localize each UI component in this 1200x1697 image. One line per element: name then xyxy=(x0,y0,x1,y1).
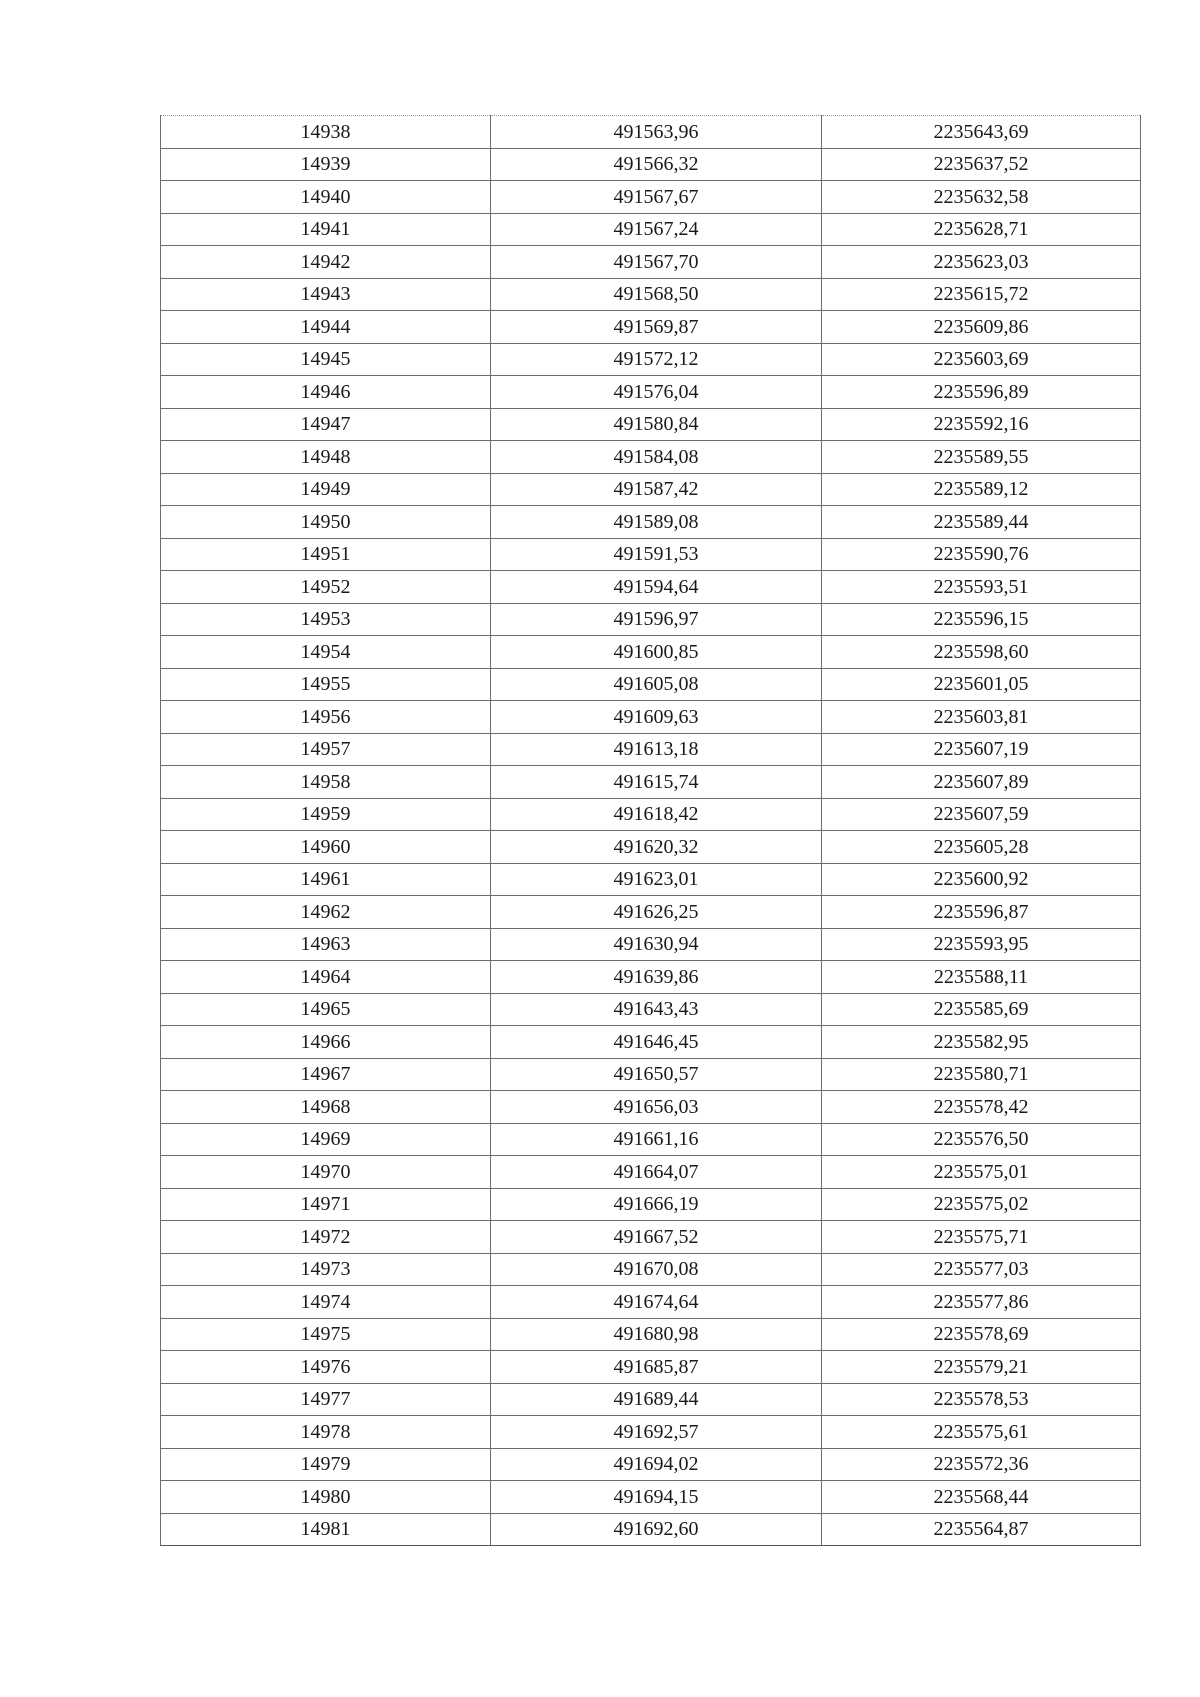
point-number-cell: 14953 xyxy=(161,603,491,636)
coordinates-table xyxy=(160,115,1141,1546)
y-coordinate-cell: 2235589,55 xyxy=(822,441,1141,474)
point-number-cell: 14939 xyxy=(161,148,491,181)
x-coordinate-cell: 491591,53 xyxy=(491,538,822,571)
x-coordinate-cell: 491618,42 xyxy=(491,798,822,831)
y-coordinate-cell: 2235568,44 xyxy=(822,1481,1141,1514)
x-coordinate-cell: 491692,57 xyxy=(491,1416,822,1449)
x-coordinate-cell: 491643,43 xyxy=(491,993,822,1026)
x-coordinate-cell: 491623,01 xyxy=(491,863,822,896)
table-row xyxy=(161,896,1141,929)
table-row xyxy=(161,701,1141,734)
table-row xyxy=(161,636,1141,669)
point-number-cell: 14962 xyxy=(161,896,491,929)
point-number-cell: 14972 xyxy=(161,1221,491,1254)
x-coordinate-cell: 491563,96 xyxy=(491,116,822,149)
x-coordinate-cell: 491567,67 xyxy=(491,181,822,214)
table-row xyxy=(161,1026,1141,1059)
point-number-cell: 14941 xyxy=(161,213,491,246)
x-coordinate-cell: 491569,87 xyxy=(491,311,822,344)
x-coordinate-cell: 491666,19 xyxy=(491,1188,822,1221)
x-coordinate-cell: 491580,84 xyxy=(491,408,822,441)
point-number-cell: 14974 xyxy=(161,1286,491,1319)
table-row xyxy=(161,571,1141,604)
table-row xyxy=(161,1091,1141,1124)
y-coordinate-cell: 2235585,69 xyxy=(822,993,1141,1026)
table-row xyxy=(161,1416,1141,1449)
table-row xyxy=(161,441,1141,474)
y-coordinate-cell: 2235579,21 xyxy=(822,1351,1141,1384)
table-row xyxy=(161,1318,1141,1351)
point-number-cell: 14970 xyxy=(161,1156,491,1189)
x-coordinate-cell: 491661,16 xyxy=(491,1123,822,1156)
y-coordinate-cell: 2235593,51 xyxy=(822,571,1141,604)
x-coordinate-cell: 491694,15 xyxy=(491,1481,822,1514)
table-row xyxy=(161,1448,1141,1481)
y-coordinate-cell: 2235603,69 xyxy=(822,343,1141,376)
y-coordinate-cell: 2235596,87 xyxy=(822,896,1141,929)
point-number-cell: 14975 xyxy=(161,1318,491,1351)
y-coordinate-cell: 2235575,01 xyxy=(822,1156,1141,1189)
y-coordinate-cell: 2235575,71 xyxy=(822,1221,1141,1254)
table-row xyxy=(161,473,1141,506)
table-row xyxy=(161,1351,1141,1384)
x-coordinate-cell: 491605,08 xyxy=(491,668,822,701)
point-number-cell: 14959 xyxy=(161,798,491,831)
x-coordinate-cell: 491670,08 xyxy=(491,1253,822,1286)
table-row xyxy=(161,246,1141,279)
table-row xyxy=(161,1123,1141,1156)
table-row xyxy=(161,148,1141,181)
point-number-cell: 14947 xyxy=(161,408,491,441)
table-row xyxy=(161,1253,1141,1286)
point-number-cell: 14957 xyxy=(161,733,491,766)
y-coordinate-cell: 2235589,12 xyxy=(822,473,1141,506)
y-coordinate-cell: 2235632,58 xyxy=(822,181,1141,214)
table-row xyxy=(161,1156,1141,1189)
table-row xyxy=(161,668,1141,701)
point-number-cell: 14948 xyxy=(161,441,491,474)
table-row xyxy=(161,181,1141,214)
x-coordinate-cell: 491568,50 xyxy=(491,278,822,311)
table-row xyxy=(161,1481,1141,1514)
table-row xyxy=(161,961,1141,994)
y-coordinate-cell: 2235598,60 xyxy=(822,636,1141,669)
point-number-cell: 14963 xyxy=(161,928,491,961)
x-coordinate-cell: 491587,42 xyxy=(491,473,822,506)
table-row xyxy=(161,408,1141,441)
x-coordinate-cell: 491600,85 xyxy=(491,636,822,669)
x-coordinate-cell: 491692,60 xyxy=(491,1513,822,1546)
x-coordinate-cell: 491589,08 xyxy=(491,506,822,539)
x-coordinate-cell: 491630,94 xyxy=(491,928,822,961)
x-coordinate-cell: 491572,12 xyxy=(491,343,822,376)
y-coordinate-cell: 2235593,95 xyxy=(822,928,1141,961)
y-coordinate-cell: 2235578,69 xyxy=(822,1318,1141,1351)
table-row xyxy=(161,1058,1141,1091)
y-coordinate-cell: 2235580,71 xyxy=(822,1058,1141,1091)
y-coordinate-cell: 2235623,03 xyxy=(822,246,1141,279)
x-coordinate-cell: 491567,70 xyxy=(491,246,822,279)
y-coordinate-cell: 2235575,61 xyxy=(822,1416,1141,1449)
point-number-cell: 14968 xyxy=(161,1091,491,1124)
y-coordinate-cell: 2235607,89 xyxy=(822,766,1141,799)
table-row xyxy=(161,343,1141,376)
y-coordinate-cell: 2235609,86 xyxy=(822,311,1141,344)
table-row xyxy=(161,831,1141,864)
table-row xyxy=(161,1286,1141,1319)
point-number-cell: 14938 xyxy=(161,116,491,149)
y-coordinate-cell: 2235596,89 xyxy=(822,376,1141,409)
y-coordinate-cell: 2235600,92 xyxy=(822,863,1141,896)
x-coordinate-cell: 491615,74 xyxy=(491,766,822,799)
table-row xyxy=(161,1188,1141,1221)
point-number-cell: 14944 xyxy=(161,311,491,344)
point-number-cell: 14951 xyxy=(161,538,491,571)
table-row xyxy=(161,928,1141,961)
point-number-cell: 14981 xyxy=(161,1513,491,1546)
point-number-cell: 14967 xyxy=(161,1058,491,1091)
point-number-cell: 14945 xyxy=(161,343,491,376)
y-coordinate-cell: 2235578,53 xyxy=(822,1383,1141,1416)
point-number-cell: 14960 xyxy=(161,831,491,864)
x-coordinate-cell: 491596,97 xyxy=(491,603,822,636)
table-row xyxy=(161,213,1141,246)
y-coordinate-cell: 2235577,86 xyxy=(822,1286,1141,1319)
point-number-cell: 14966 xyxy=(161,1026,491,1059)
table-row xyxy=(161,506,1141,539)
point-number-cell: 14952 xyxy=(161,571,491,604)
point-number-cell: 14979 xyxy=(161,1448,491,1481)
y-coordinate-cell: 2235628,71 xyxy=(822,213,1141,246)
y-coordinate-cell: 2235615,72 xyxy=(822,278,1141,311)
x-coordinate-cell: 491680,98 xyxy=(491,1318,822,1351)
y-coordinate-cell: 2235589,44 xyxy=(822,506,1141,539)
y-coordinate-cell: 2235588,11 xyxy=(822,961,1141,994)
y-coordinate-cell: 2235575,02 xyxy=(822,1188,1141,1221)
x-coordinate-cell: 491567,24 xyxy=(491,213,822,246)
table-row xyxy=(161,733,1141,766)
point-number-cell: 14965 xyxy=(161,993,491,1026)
x-coordinate-cell: 491639,86 xyxy=(491,961,822,994)
point-number-cell: 14978 xyxy=(161,1416,491,1449)
point-number-cell: 14961 xyxy=(161,863,491,896)
table-row xyxy=(161,116,1141,149)
y-coordinate-cell: 2235605,28 xyxy=(822,831,1141,864)
x-coordinate-cell: 491694,02 xyxy=(491,1448,822,1481)
x-coordinate-cell: 491576,04 xyxy=(491,376,822,409)
table-row xyxy=(161,766,1141,799)
x-coordinate-cell: 491626,25 xyxy=(491,896,822,929)
x-coordinate-cell: 491609,63 xyxy=(491,701,822,734)
x-coordinate-cell: 491650,57 xyxy=(491,1058,822,1091)
table-row xyxy=(161,603,1141,636)
x-coordinate-cell: 491664,07 xyxy=(491,1156,822,1189)
point-number-cell: 14954 xyxy=(161,636,491,669)
table-row xyxy=(161,1221,1141,1254)
table-row xyxy=(161,1383,1141,1416)
x-coordinate-cell: 491667,52 xyxy=(491,1221,822,1254)
y-coordinate-cell: 2235607,19 xyxy=(822,733,1141,766)
table-row xyxy=(161,538,1141,571)
table-row xyxy=(161,311,1141,344)
y-coordinate-cell: 2235577,03 xyxy=(822,1253,1141,1286)
point-number-cell: 14977 xyxy=(161,1383,491,1416)
table-row xyxy=(161,1513,1141,1546)
x-coordinate-cell: 491674,64 xyxy=(491,1286,822,1319)
point-number-cell: 14958 xyxy=(161,766,491,799)
y-coordinate-cell: 2235592,16 xyxy=(822,408,1141,441)
table-row xyxy=(161,863,1141,896)
x-coordinate-cell: 491594,64 xyxy=(491,571,822,604)
point-number-cell: 14976 xyxy=(161,1351,491,1384)
point-number-cell: 14955 xyxy=(161,668,491,701)
x-coordinate-cell: 491656,03 xyxy=(491,1091,822,1124)
point-number-cell: 14971 xyxy=(161,1188,491,1221)
x-coordinate-cell: 491584,08 xyxy=(491,441,822,474)
x-coordinate-cell: 491685,87 xyxy=(491,1351,822,1384)
x-coordinate-cell: 491613,18 xyxy=(491,733,822,766)
y-coordinate-cell: 2235643,69 xyxy=(822,116,1141,149)
point-number-cell: 14956 xyxy=(161,701,491,734)
table-row xyxy=(161,798,1141,831)
y-coordinate-cell: 2235607,59 xyxy=(822,798,1141,831)
table-row xyxy=(161,993,1141,1026)
point-number-cell: 14943 xyxy=(161,278,491,311)
point-number-cell: 14946 xyxy=(161,376,491,409)
coordinates-table-body xyxy=(161,116,1141,1546)
point-number-cell: 14950 xyxy=(161,506,491,539)
y-coordinate-cell: 2235601,05 xyxy=(822,668,1141,701)
point-number-cell: 14964 xyxy=(161,961,491,994)
point-number-cell: 14949 xyxy=(161,473,491,506)
y-coordinate-cell: 2235578,42 xyxy=(822,1091,1141,1124)
x-coordinate-cell: 491646,45 xyxy=(491,1026,822,1059)
y-coordinate-cell: 2235590,76 xyxy=(822,538,1141,571)
y-coordinate-cell: 2235572,36 xyxy=(822,1448,1141,1481)
y-coordinate-cell: 2235596,15 xyxy=(822,603,1141,636)
y-coordinate-cell: 2235576,50 xyxy=(822,1123,1141,1156)
point-number-cell: 14980 xyxy=(161,1481,491,1514)
y-coordinate-cell: 2235564,87 xyxy=(822,1513,1141,1546)
point-number-cell: 14973 xyxy=(161,1253,491,1286)
table-row xyxy=(161,278,1141,311)
x-coordinate-cell: 491689,44 xyxy=(491,1383,822,1416)
y-coordinate-cell: 2235582,95 xyxy=(822,1026,1141,1059)
y-coordinate-cell: 2235637,52 xyxy=(822,148,1141,181)
point-number-cell: 14942 xyxy=(161,246,491,279)
point-number-cell: 14940 xyxy=(161,181,491,214)
y-coordinate-cell: 2235603,81 xyxy=(822,701,1141,734)
x-coordinate-cell: 491620,32 xyxy=(491,831,822,864)
point-number-cell: 14969 xyxy=(161,1123,491,1156)
table-row xyxy=(161,376,1141,409)
x-coordinate-cell: 491566,32 xyxy=(491,148,822,181)
